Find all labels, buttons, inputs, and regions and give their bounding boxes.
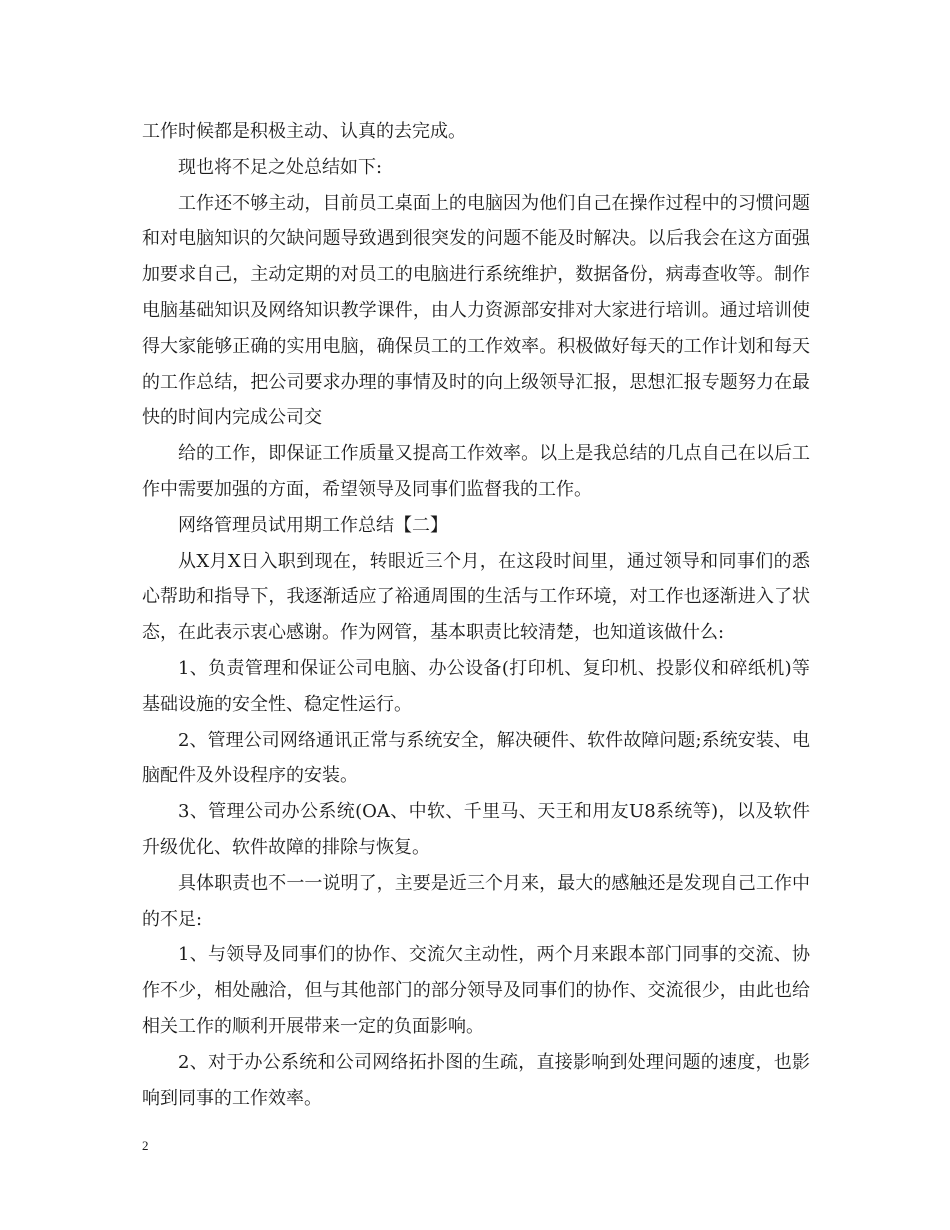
list-item-duty-1: 1、负责管理和保证公司电脑、办公设备(打印机、复印机、投影仪和碎纸机)等基础设施的安全性、稳定性运行。 xyxy=(142,657,810,715)
paragraph-reflection: 具体职责也不一一说明了，主要是近三个月来，最大的感触还是发现自己工作中的不足: xyxy=(142,872,810,930)
section-heading: 网络管理员试用期工作总结【二】 xyxy=(178,514,448,536)
paragraph-shortcomings-detail: 工作还不够主动，目前员工桌面上的电脑因为他们自己在操作过程中的习惯问题和对电脑知识的欠缺问题导致遇到很突发的问题不能及时解决。以后我会在这方面强加要求自己，主动定期的对员工的电脑进行系统维护，数据备份，病毒查收等。制作电脑基础知识及网络知识教学课件，由人力资源部安排对大家进行培训。通过培训使得大家能够正确的实用电脑，确保员工的工作效率。积极做好每天的工作计划和每天的工作总结，把公司要求办理的事情及时的向上级领导汇报，思想汇报专题努力在最快的时间内完成公司交 xyxy=(142,192,810,429)
paragraph-continuation: 工作时候都是积极主动、认真的去完成。 xyxy=(142,121,466,142)
list-item-shortcoming-2: 2、对于办公系统和公司网络拓扑图的生疏，直接影响到处理问题的速度，也影响到同事的工作效率。 xyxy=(142,1051,810,1109)
paragraph-intro: 从X月X日入职到现在，转眼近三个月，在这段时间里，通过领导和同事们的悉心帮助和指导下，我逐渐适应了裕通周围的生活与工作环境，对工作也逐渐进入了状态，在此表示衷心感谢。作为网管，基本职责比较清楚，也知道该做什么: xyxy=(142,550,810,644)
list-item-duty-2: 2、管理公司网络通讯正常与系统安全，解决硬件、软件故障问题;系统安装、电脑配件及外设程序的安装。 xyxy=(142,729,810,787)
list-item-shortcoming-1: 1、与领导及同事们的协作、交流欠主动性，两个月来跟本部门同事的交流、协作不少，相处融洽，但与其他部门的部分领导及同事们的协作、交流很少，由此也给相关工作的顺利开展带来一定的负面影响。 xyxy=(142,944,810,1037)
document-body xyxy=(142,114,810,1116)
paragraph-summary-close: 给的工作，即保证工作质量又提高工作效率。以上是我总结的几点自己在以后工作中需要加强的方面，希望领导及同事们监督我的工作。 xyxy=(142,443,810,500)
list-item-duty-3: 3、管理公司办公系统(OA、中软、千里马、天王和用友U8系统等)，以及软件升级优化、软件故障的排除与恢复。 xyxy=(142,801,810,858)
page-number: 2 xyxy=(142,1138,149,1153)
paragraph-shortcomings-intro: 现也将不足之处总结如下: xyxy=(178,156,383,178)
